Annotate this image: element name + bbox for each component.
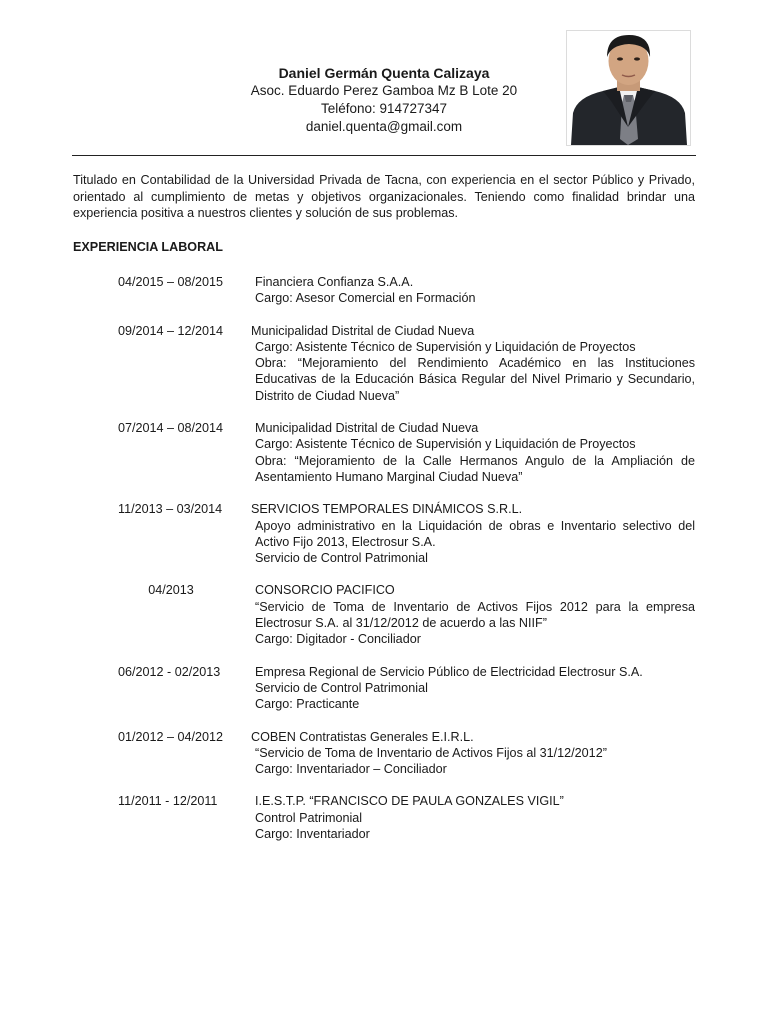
- entry-line: Cargo: Asistente Técnico de Supervisión y Liquidación de Proyectos: [255, 339, 636, 354]
- entry-line: Servicio de Control Patrimonial: [255, 680, 428, 695]
- entry-body: [255, 274, 695, 307]
- entry-employer: I.E.S.T.P. “FRANCISCO DE PAULA GONZALES VIGIL”: [255, 794, 564, 809]
- entry-line: Obra: “Mejoramiento del Rendimiento Académico en las Instituciones Educativas de la Educación Básica Regular del Nivel Primario y Secundario, Distrito de Ciudad Nueva”: [255, 356, 695, 403]
- entry-body: [255, 793, 695, 842]
- experience-entry: [0, 420, 768, 485]
- candidate-address: Asoc. Eduardo Perez Gamboa Mz B Lote 20: [250, 83, 518, 98]
- entry-date: 07/2014 – 08/2014: [118, 421, 224, 436]
- entry-employer: Financiera Confianza S.A.A.: [255, 275, 414, 289]
- entry-body: [251, 729, 695, 778]
- entry-employer: Municipalidad Distrital de Ciudad Nueva: [255, 421, 479, 436]
- entry-employer: Municipalidad Distrital de Ciudad Nueva: [251, 323, 475, 338]
- entry-body: [255, 664, 695, 713]
- entry-date: 04/2013: [148, 583, 194, 598]
- entry-line: Servicio de Control Patrimonial: [255, 551, 428, 566]
- experience-entry: [0, 729, 768, 778]
- professional-summary: Titulado en Contabilidad de la Universidad Privada de Tacna, con experiencia en el sector Público y Privado, orientado al cumplimiento de metas y objetivos organizacionales. Teniendo como finalidad brindar una experiencia positiva a nuestros clientes y solución de sus problemas.: [73, 173, 695, 221]
- experience-entry: [0, 793, 768, 842]
- experience-list: [0, 274, 768, 858]
- candidate-phone: Teléfono: 914727347: [320, 101, 448, 116]
- entry-employer: SERVICIOS TEMPORALES DINÁMICOS S.R.L.: [251, 502, 523, 517]
- entry-body: [255, 420, 695, 485]
- entry-line: Cargo: Inventariador: [255, 827, 370, 842]
- entry-line: Cargo: Asesor Comercial en Formación: [255, 291, 476, 306]
- header-divider: [72, 155, 696, 156]
- profile-photo: [566, 30, 691, 146]
- entry-date: 04/2015 – 08/2015: [118, 275, 224, 289]
- entry-employer: Empresa Regional de Servicio Público de Electricidad Electrosur S.A.: [255, 664, 643, 679]
- entry-line: Cargo: Inventariador – Conciliador: [255, 762, 447, 777]
- entry-date: 06/2012 - 02/2013: [118, 664, 221, 679]
- entry-line: “Servicio de Toma de Inventario de Activos Fijos 2012 para la empresa Electrosur S.A. al 31/12/2012 de acuerdo a las NIIF”: [255, 599, 695, 631]
- entry-line: Cargo: Practicante: [255, 697, 360, 712]
- entry-line: Cargo: Asistente Técnico de Supervisión y Liquidación de Proyectos: [255, 437, 636, 452]
- section-title-experience: EXPERIENCIA LABORAL: [73, 240, 223, 254]
- entry-date: 11/2011 - 12/2011: [118, 794, 218, 809]
- experience-entry: [0, 582, 768, 647]
- entry-date: 09/2014 – 12/2014: [118, 323, 224, 338]
- entry-date: 11/2013 – 03/2014: [118, 502, 223, 517]
- entry-body: [255, 582, 695, 647]
- experience-entry: [0, 664, 768, 713]
- experience-entry: [0, 323, 768, 404]
- entry-body: [251, 501, 695, 566]
- entry-body: [251, 323, 695, 404]
- candidate-email: daniel.quenta@gmail.com: [305, 119, 463, 134]
- experience-entry: [0, 501, 768, 566]
- entry-line: Obra: “Mejoramiento de la Calle Hermanos Angulo de la Ampliación de Asentamiento Humano Marginal Ciudad Nueva”: [255, 453, 695, 484]
- entry-line: “Servicio de Toma de Inventario de Activos Fijos al 31/12/2012”: [255, 745, 607, 760]
- contact-block: [220, 64, 548, 136]
- experience-entry: [0, 274, 768, 307]
- entry-employer: CONSORCIO PACIFICO: [255, 583, 395, 598]
- entry-date: 01/2012 – 04/2012: [118, 729, 224, 744]
- entry-line: Cargo: Digitador - Conciliador: [255, 632, 421, 647]
- entry-line: Apoyo administrativo en la Liquidación de obras e Inventario selectivo del Activo Fijo 2013, Electrosur S.A.: [255, 518, 695, 549]
- candidate-name: Daniel Germán Quenta Calizaya: [278, 65, 490, 81]
- resume-header: [0, 0, 768, 150]
- entry-line: Control Patrimonial: [255, 810, 363, 825]
- entry-employer: COBEN Contratistas Generales E.I.R.L.: [251, 729, 474, 744]
